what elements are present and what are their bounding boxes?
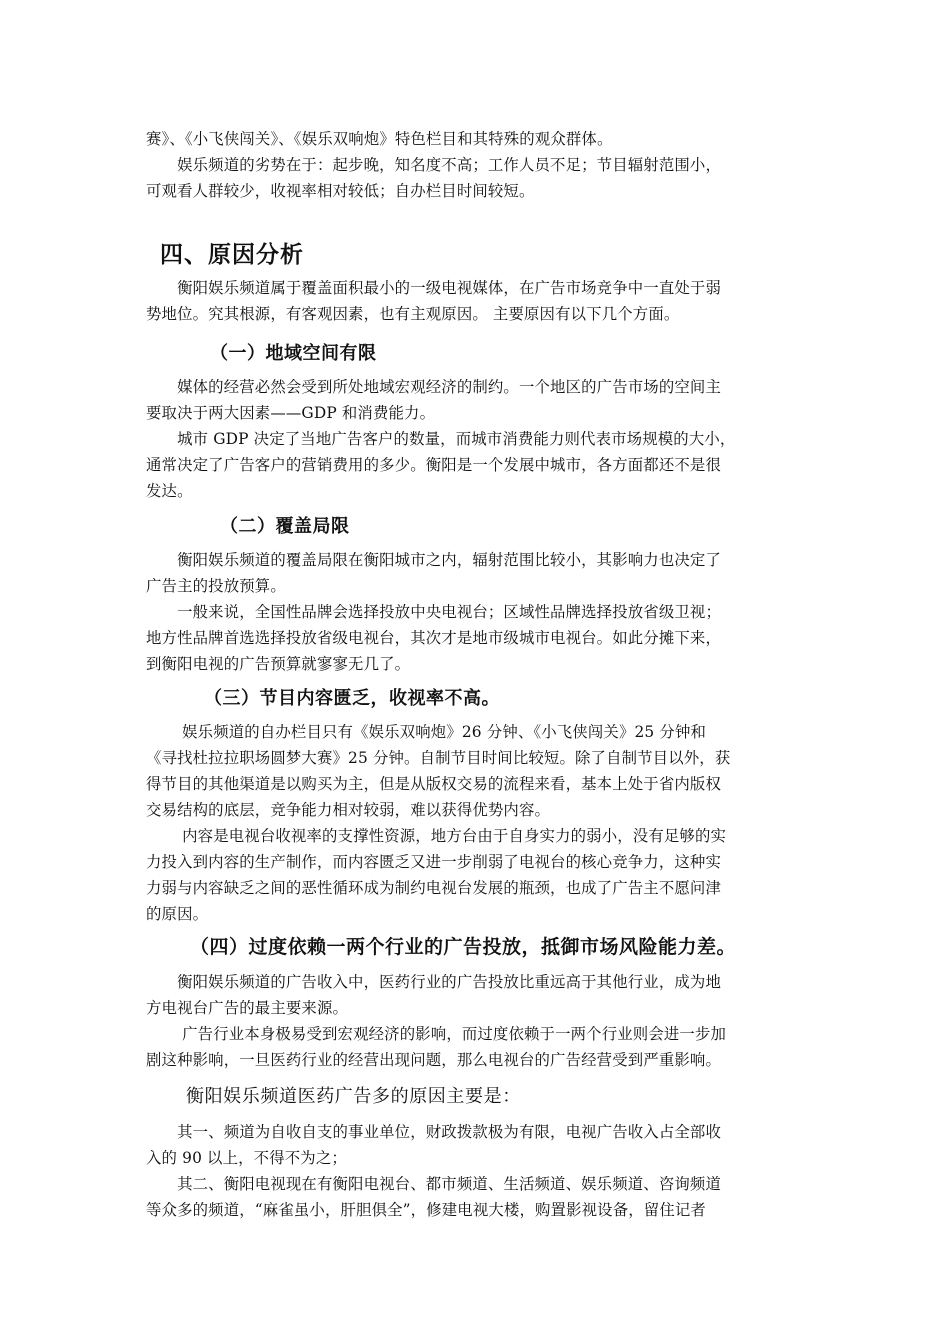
text-line: 内容是电视台收视率的支撑性资源，地方台由于自身实力的弱小，没有足够的实	[146, 827, 727, 845]
text-line: 势地位。究其根源，有客观因素，也有主观原因。 主要原因有以下几个方面。	[146, 305, 680, 323]
text-line: 衡阳娱乐频道属于覆盖面积最小的一级电视媒体，在广告市场竞争中一直处于弱	[146, 279, 722, 297]
text-line: 交易结构的底层，竞争能力相对较弱，难以获得优势内容。	[146, 801, 551, 819]
subsection-heading: （二）覆盖局限	[220, 516, 350, 537]
text-line: 赛》、《小飞侠闯关》、《娱乐双响炮》特色栏目和其特殊的观众群体。	[146, 130, 613, 148]
text-line: 可观看人群较少，收视率相对较低；自办栏目时间较短。	[146, 182, 535, 200]
text-line: 方电视台广告的最主要来源。	[146, 999, 349, 1017]
section-heading: 四、原因分析	[160, 242, 304, 268]
text-line: 入的 90 以上，不得不为之；	[146, 1149, 347, 1167]
text-line: 娱乐频道的劣势在于：起步晚，知名度不高；工作人员不足；节目辐射范围小，	[146, 156, 722, 174]
text-line: 力投入到内容的生产制作，而内容匮乏又进一步削弱了电视台的核心竞争力，这种实	[146, 853, 722, 871]
text-line: 得节目的其他渠道是以购买为主，但是从版权交易的流程来看，基本上处于省内版权	[146, 775, 722, 793]
text-line: 剧这种影响，一旦医药行业的经营出现问题，那么电视台的广告经营受到严重影响。	[146, 1051, 722, 1069]
text-line: 到衡阳电视的广告预算就寥寥无几了。	[146, 655, 411, 673]
text-line: 一般来说，全国性品牌会选择投放中央电视台；区域性品牌选择投放省级卫视；	[146, 603, 722, 621]
section-paragraph	[146, 547, 806, 677]
intro-paragraph	[146, 126, 806, 204]
text-line: 城市 GDP 决定了当地广告客户的数量，而城市消费能力则代表市场规模的大小，	[146, 430, 736, 448]
section-paragraph	[146, 719, 806, 927]
text-line: 要取决于两大因素——GDP 和消费能力。	[146, 404, 436, 422]
text-line: 力弱与内容缺乏之间的恶性循环成为制约电视台发展的瓶颈，也成了广告主不愿问津	[146, 879, 722, 897]
text-line: 地方性品牌首选选择投放省级电视台，其次才是地市级城市电视台。如此分摊下来，	[146, 629, 722, 647]
text-line: 其二、衡阳电视现在有衡阳电视台、都市频道、生活频道、娱乐频道、咨询频道	[146, 1175, 722, 1193]
text-line: 衡阳娱乐频道的广告收入中，医药行业的广告投放比重远高于其他行业，成为地	[146, 973, 722, 991]
text-line: 娱乐频道的自办栏目只有《娱乐双响炮》26 分钟、《小飞侠闯关》25 分钟和	[146, 723, 707, 741]
text-line: 广告行业本身极易受到宏观经济的影响，而过度依赖于一两个行业则会进一步加	[146, 1025, 727, 1043]
text-line: 广告主的投放预算。	[146, 577, 286, 595]
reasons-heading: 衡阳娱乐频道医药广告多的原因主要是：	[186, 1086, 521, 1107]
text-line: 《寻找杜拉拉职场圆梦大赛》25 分钟。自制节目时间比较短。除了自制节目以外，获	[146, 749, 731, 767]
text-line: 媒体的经营必然会受到所处地域宏观经济的制约。一个地区的广告市场的空间主	[146, 378, 722, 396]
section-paragraph	[146, 969, 806, 1073]
text-line: 等众多的频道，“麻雀虽小，肝胆俱全”，修建电视大楼，购置影视设备，留住记者	[146, 1201, 706, 1219]
text-line: 通常决定了广告客户的营销费用的多少。衡阳是一个发展中城市，各方面都还不是很	[146, 456, 722, 474]
text-line: 的原因。	[146, 905, 209, 923]
subsection-heading: （四）过度依赖一两个行业的广告投放，抵御市场风险能力差。	[190, 936, 737, 958]
subsection-heading: （一）地域空间有限	[210, 343, 377, 364]
text-line: 其一、频道为自收自支的事业单位，财政拨款极为有限，电视广告收入占全部收	[146, 1123, 722, 1141]
section-paragraph	[146, 275, 806, 327]
section-paragraph	[146, 374, 806, 504]
subsection-heading: （三）节目内容匮乏，收视率不高。	[204, 688, 500, 709]
text-line: 衡阳娱乐频道的覆盖局限在衡阳城市之内，辐射范围比较小，其影响力也决定了	[146, 551, 722, 569]
section-paragraph	[146, 1119, 806, 1223]
text-line: 发达。	[146, 482, 193, 500]
